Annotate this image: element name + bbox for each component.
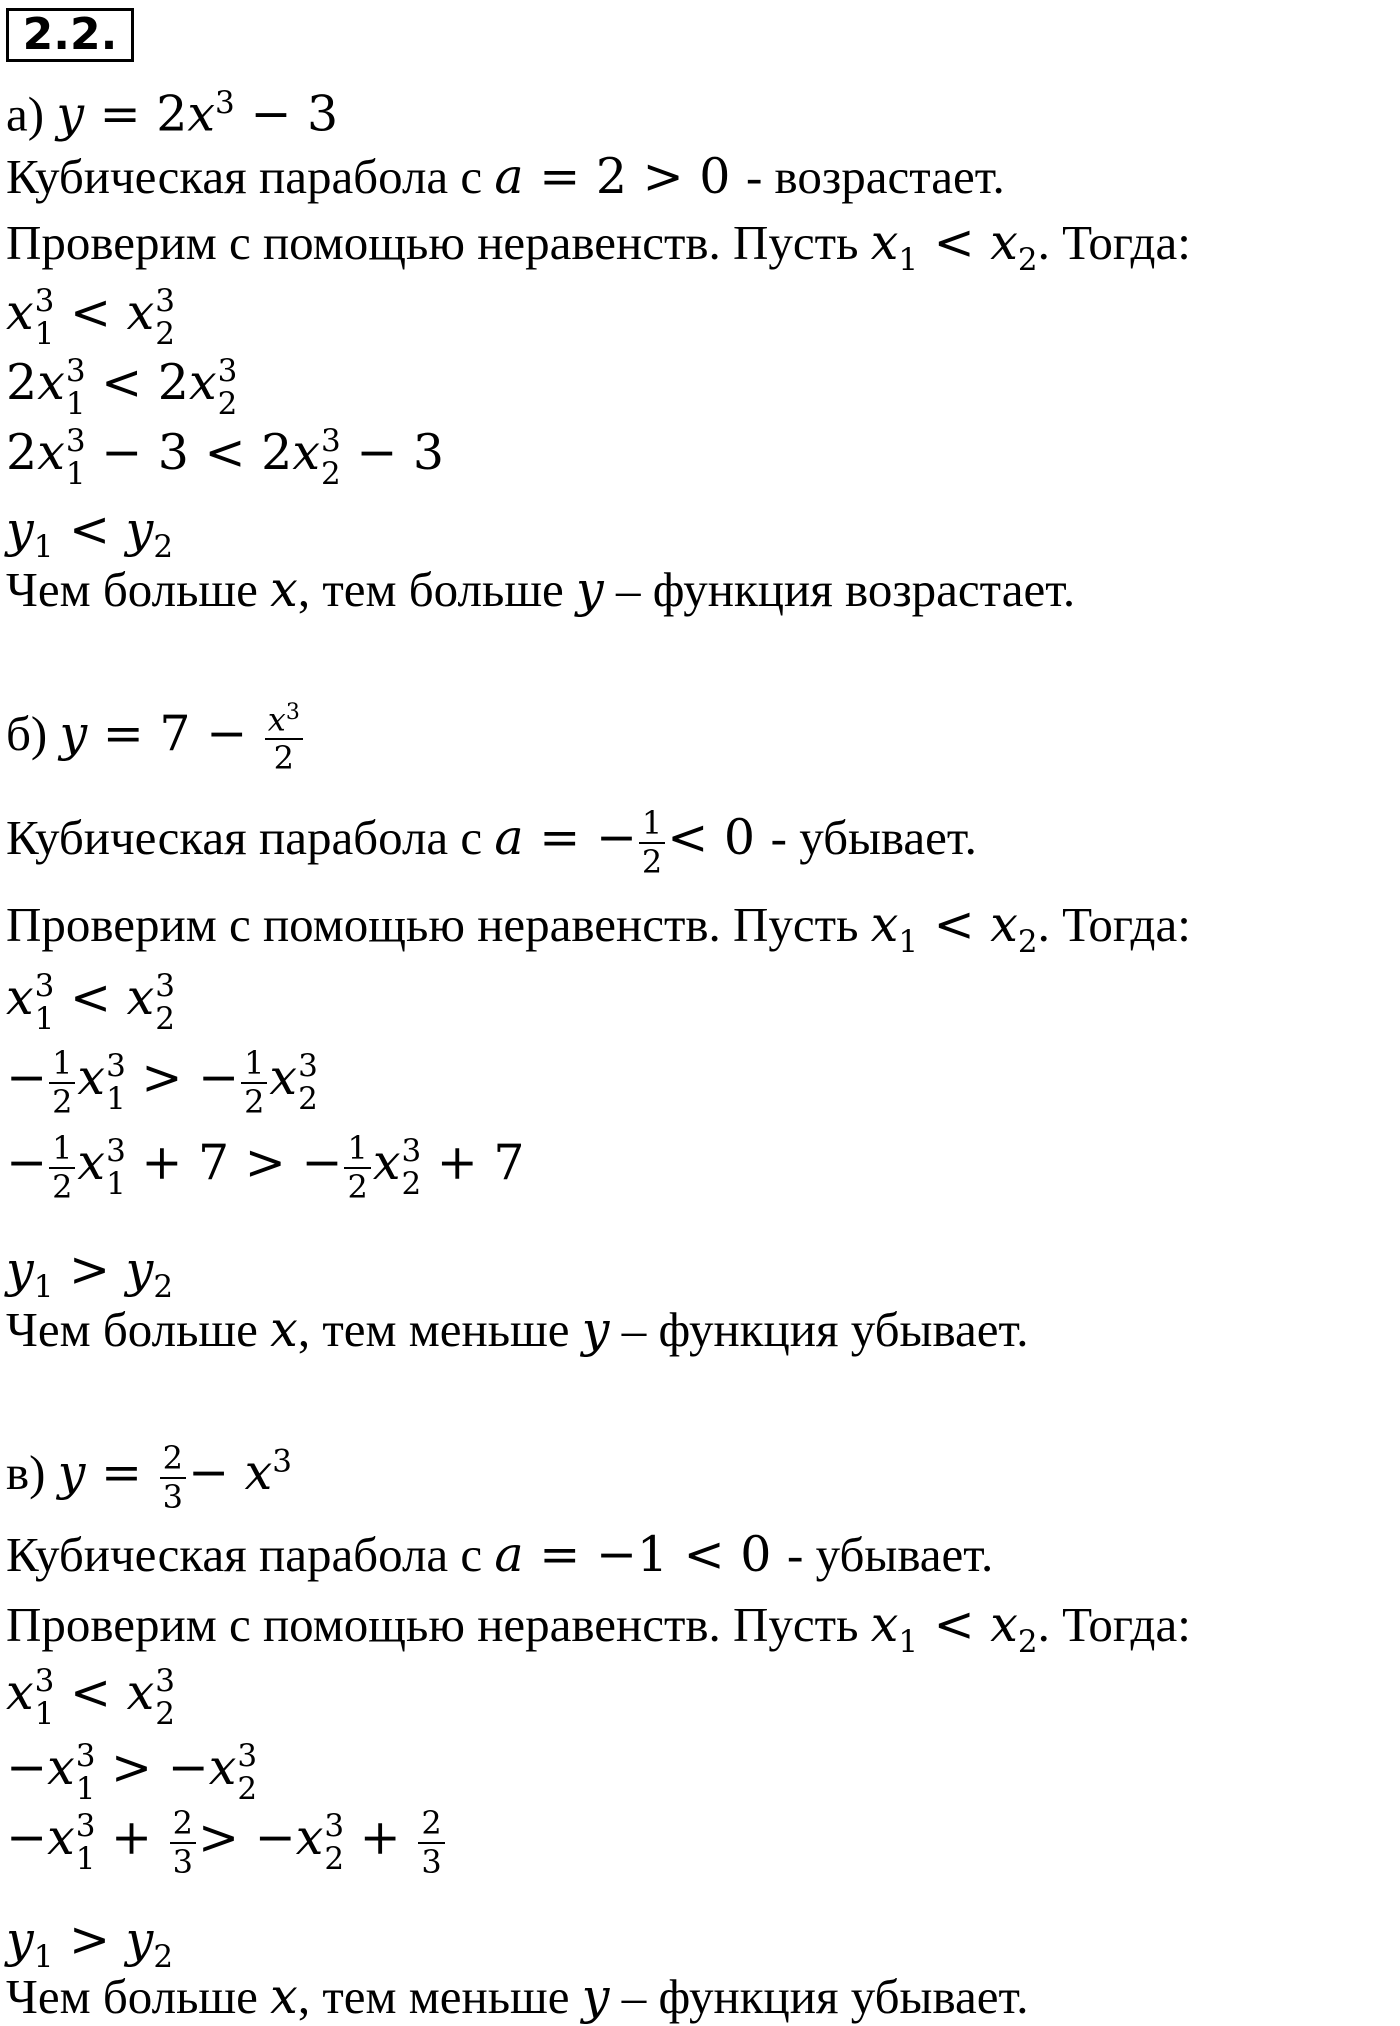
part-a-check: Проверим с помощью неравенств. Пусть $x_1 < x_2$. Тогда: [6, 214, 1191, 278]
part-c-step-1: x 3 1 < x 3 2 [6, 1663, 175, 1732]
part-c-step-4: $y_1 > y_2$ [6, 1911, 174, 1975]
part-b-check: Проверим с помощью неравенств. Пусть $x_1 < x_2$. Тогда: [6, 896, 1191, 960]
part-b-step-1: x 3 1 < x 3 2 [6, 968, 175, 1037]
part-c-label: в) [6, 1445, 46, 1501]
part-c-formula: в) y = $\frac{2}{3}$ − $x^3$ [6, 1439, 292, 1516]
part-a-step-2: 2x 3 1 < 2x 3 2 [6, 353, 238, 422]
part-b-step-4: $y_1 > y_2$ [6, 1241, 174, 1305]
part-c-check: Проверим с помощью неравенств. Пусть $x_1 < x_2$. Тогда: [6, 1596, 1191, 1660]
problem-number: 2.2. [6, 8, 134, 62]
part-a-statement: Кубическая парабола с a = 2 > 0 - возрастает. [6, 148, 1005, 205]
part-a-step-1: x 3 1 < x 3 2 [6, 283, 175, 352]
part-a-conclusion: Чем больше x, тем больше y – функция возрастает. [6, 561, 1076, 618]
part-b-label: б) [6, 705, 48, 761]
part-b-formula: б) y = 7 − $\frac{x^3}{2}$ [6, 700, 305, 777]
part-a-step-4: $y_1 < y_2$ [6, 501, 174, 565]
part-c-conclusion: Чем больше x, тем меньше y – функция убывает. [6, 1968, 1029, 2025]
part-c-statement: Кубическая парабола с a = −1 < 0 - убывает. [6, 1526, 994, 1583]
part-c-step-3: −x 3 1 + $\frac{2}{3}$ > −x 3 2 + $\frac{2}{3}$ [6, 1805, 447, 1881]
part-b-step-3: − $\frac{1}{2}$ x 3 1 + 7 > − $\frac{1}{2}$ x 3 2 + 7 [6, 1129, 525, 1206]
part-b-step-2: − $\frac{1}{2}$ x 3 1 > − $\frac{1}{2}$ x 3 2 [6, 1044, 318, 1121]
part-a-label: а) [6, 86, 45, 142]
part-b-statement: Кубическая парабола с a = − $\frac{1}{2}$ < 0 - убывает. [6, 804, 977, 881]
part-a-step-3: 2x 3 1 − 3 < 2x 3 2 − 3 [6, 423, 445, 492]
part-c-step-2: −x 3 1 > −x 3 2 [6, 1738, 258, 1807]
part-a-formula: а) $y = 2x^3 - 3$ [6, 85, 339, 143]
part-b-conclusion: Чем больше x, тем меньше y – функция убывает. [6, 1301, 1029, 1358]
